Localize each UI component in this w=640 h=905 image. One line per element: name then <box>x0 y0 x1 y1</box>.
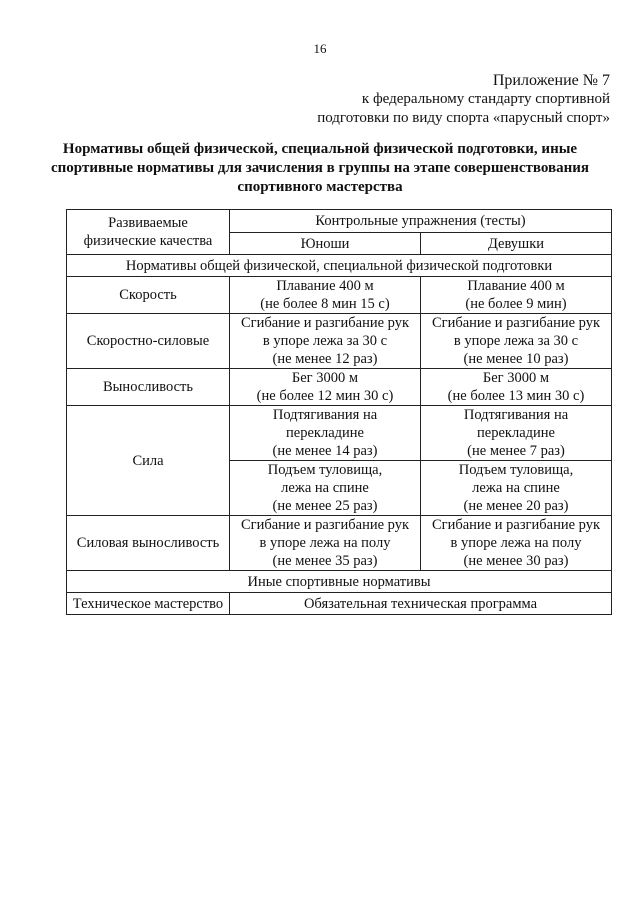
cell-line: (не более 8 мин 15 с) <box>260 296 390 312</box>
table-row <box>67 406 612 461</box>
cell-line: Сгибание и разгибание рук <box>431 315 601 331</box>
girls-cell <box>421 461 612 516</box>
header-qualities-line2: физические качества <box>83 233 213 249</box>
norms-table <box>66 209 612 615</box>
header-qualities-line1: Развиваемые <box>108 215 188 231</box>
girls-cell <box>421 406 612 461</box>
cell-line: в упоре лежа за 30 с <box>453 333 579 349</box>
cell-line: Плавание 400 м <box>276 278 374 294</box>
cell-line: (не более 9 мин) <box>465 296 567 312</box>
girls-cell <box>421 314 612 369</box>
quality-cell: Скоростно-силовые <box>67 314 230 369</box>
section-ofp-sfp: Нормативы общей физической, специальной физической подготовки <box>67 255 612 277</box>
cell-line: (не менее 30 раз) <box>463 553 569 569</box>
header-tests: Контрольные упражнения (тесты) <box>230 210 612 233</box>
table-row <box>67 516 612 571</box>
appendix-header <box>317 71 610 128</box>
boys-cell <box>230 277 421 314</box>
cell-line: Сгибание и разгибание рук <box>240 315 410 331</box>
appendix-sport: подготовки по виду спорта «парусный спорт» <box>317 110 610 126</box>
cell-line: (не более 13 мин 30 с) <box>447 388 585 404</box>
appendix-standard: к федеральному стандарту спортивной <box>361 91 610 107</box>
title-line-3: спортивного мастерства <box>237 179 403 195</box>
table-row <box>67 277 612 314</box>
boys-cell <box>230 516 421 571</box>
girls-cell <box>421 369 612 406</box>
quality-cell: Сила <box>67 406 230 516</box>
table-row <box>67 369 612 406</box>
cell-line: в упоре лежа на полу <box>450 535 582 551</box>
quality-cell: Выносливость <box>67 369 230 406</box>
cell-line: Бег 3000 м <box>291 370 359 386</box>
table-row <box>67 314 612 369</box>
section-row <box>67 255 612 277</box>
cell-line: Подъем туловища, <box>267 462 383 478</box>
cell-line: Подтягивания на <box>463 407 569 423</box>
cell-line: Подъем туловища, <box>458 462 574 478</box>
section-row <box>67 571 612 593</box>
cell-line: (не менее 25 раз) <box>272 498 378 514</box>
cell-line: (не менее 10 раз) <box>463 351 569 367</box>
quality-cell: Силовая выносливость <box>67 516 230 571</box>
title-line-1: Нормативы общей физической, специальной физической подготовки, иные <box>62 141 578 157</box>
cell-line: Бег 3000 м <box>482 370 550 386</box>
girls-cell <box>421 277 612 314</box>
cell-line: в упоре лежа за 30 с <box>262 333 388 349</box>
quality-cell: Техническое мастерство <box>67 593 230 615</box>
cell-line: (не менее 14 раз) <box>272 443 378 459</box>
cell-line: Плавание 400 м <box>467 278 565 294</box>
quality-cell: Скорость <box>67 277 230 314</box>
cell-line: Сгибание и разгибание рук <box>431 517 601 533</box>
cell-line: Сгибание и разгибание рук <box>240 517 410 533</box>
page-number: 16 <box>313 41 327 56</box>
technical-program-cell: Обязательная техническая программа <box>230 593 612 615</box>
header-girls: Девушки <box>421 233 612 255</box>
section-other-norms: Иные спортивные нормативы <box>67 571 612 593</box>
cell-line: лежа на спине <box>472 480 560 496</box>
cell-line: (не более 12 мин 30 с) <box>256 388 394 404</box>
header-boys: Юноши <box>230 233 421 255</box>
cell-line: перекладине <box>286 425 364 441</box>
document-title <box>40 140 600 197</box>
boys-cell <box>230 406 421 461</box>
cell-line: Подтягивания на <box>272 407 378 423</box>
table-header-row <box>67 210 612 233</box>
boys-cell <box>230 314 421 369</box>
cell-line: (не менее 20 раз) <box>463 498 569 514</box>
cell-line: (не менее 12 раз) <box>272 351 378 367</box>
cell-line: (не менее 35 раз) <box>272 553 378 569</box>
appendix-number: Приложение № 7 <box>492 72 610 89</box>
cell-line: (не менее 7 раз) <box>467 443 565 459</box>
cell-line: лежа на спине <box>281 480 369 496</box>
boys-cell <box>230 369 421 406</box>
girls-cell <box>421 516 612 571</box>
header-qualities <box>67 210 230 255</box>
boys-cell <box>230 461 421 516</box>
cell-line: перекладине <box>477 425 555 441</box>
title-line-2: спортивные нормативы для зачисления в группы на этапе совершенствования <box>51 160 589 176</box>
cell-line: в упоре лежа на полу <box>259 535 391 551</box>
table-row <box>67 593 612 615</box>
